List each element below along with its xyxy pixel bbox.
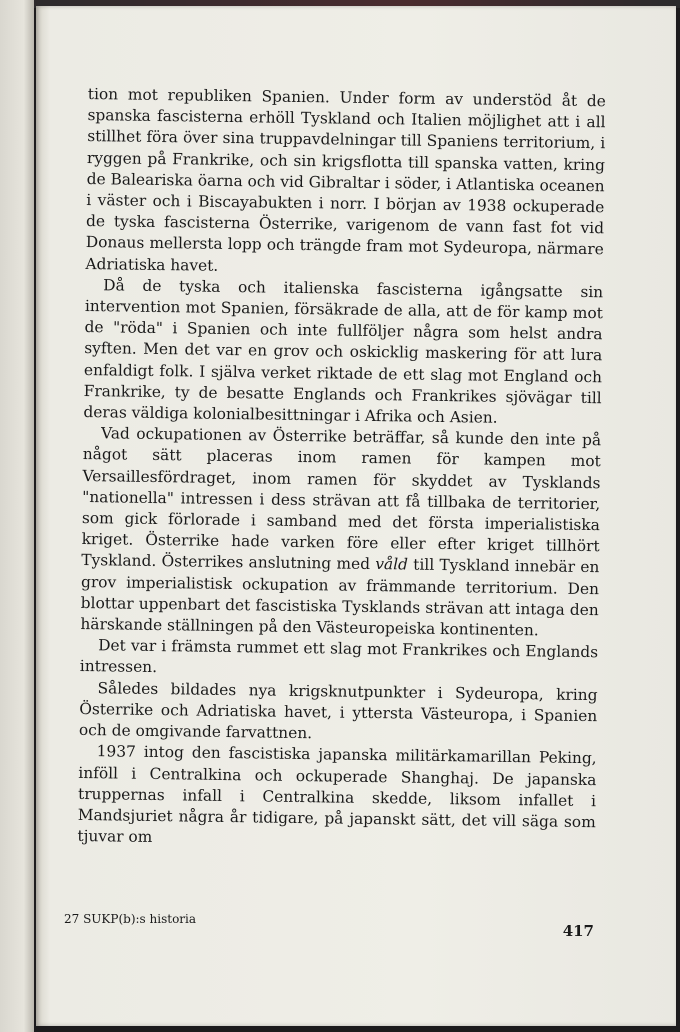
page-number: 417 [562, 922, 594, 940]
paragraph-3-text: Vad ockupationen av Österrike beträffar, så kunde den inte på något sätt placeras inom ramen för kampen mot Versaillesfördraget, inom ramen för skyddet av Tysklands "nationella" intressen i dess strävan att få tillbaka de territorier, som gick förlorade i samband med det första imperialistiska kriget. Österrike hade varken före eller efter kriget tillhört Tyskland. Österrikes anslutning med [81, 424, 602, 574]
paragraph-3 [80, 423, 601, 642]
page-footer [64, 912, 594, 942]
signature-mark: 27 SUKP(b):s historia [64, 912, 197, 926]
paragraph-6: 1937 intog den fascistiska japanska militärkamarillan Peking, inföll i Centralkina och ockuperade Shanghaj. De japanska truppernas infall i Centralkina skedde, liksom infallet i Mandsjuriet några år tidigare, på japanskt sätt, det vill säga som tjuvar om [77, 742, 597, 847]
paragraph-3-continuation: till Tyskland innebär en grov imperialistisk ockupation av främmande territorium. Den blottar uppenbart det fascistiska Tysklands strävan att intaga den härskande ställningen på den Västeuropeiska kontinenten. [80, 555, 600, 640]
paragraph-1: tion mot republiken Spanien. Under form av understöd åt de spanska fascisterna erhöll Tyskland och Italien möjlighet att i all stillhet föra över sina truppavdelningar till Spaniens territorium, i ryggen på Frankrike, och sin krigsflotta till spanska vatten, kring de Baleariska öarna och vid Gibraltar i söder, i Atlantiska oceanen i väster och i Biscayabukten i norr. I början av 1938 ockuperade de tyska fascisterna Österrike, varigenom de vann fast fot vid Donaus mellersta lopp och trängde fram mot Sydeuropa, närmare Adriatiska havet. [85, 84, 606, 275]
emphasis-word: våld [375, 555, 409, 574]
book-page [36, 6, 676, 1026]
paragraph-2: Då de tyska och italienska fascisterna igångsatte sin intervention mot Spanien, försäkrade de alla, att de för kamp mot de "röda" i Spanien och inte fullföljer några som helst andra syften. Men det var en grov och oskicklig maskering för att lura enfaldigt folk. I själva verket riktade de ett slag mot England och Frankrike, ty de besatte Englands och Frankrikes sjövägar till deras väldiga kolonialbesittningar i Afrika och Asien. [83, 276, 604, 427]
paragraph-5: Således bildades nya krigsknutpunkter i Sydeuropa, kring Österrike och Adriatiska havet, i yttersta Västeuropa, i Spanien och de omgivande farvattnen. [78, 678, 598, 743]
body-text [77, 84, 606, 854]
paragraph-4: Det var i främsta rummet ett slag mot Frankrikes och Englands intressen. [79, 636, 599, 677]
book-spine-edge [0, 0, 34, 1032]
